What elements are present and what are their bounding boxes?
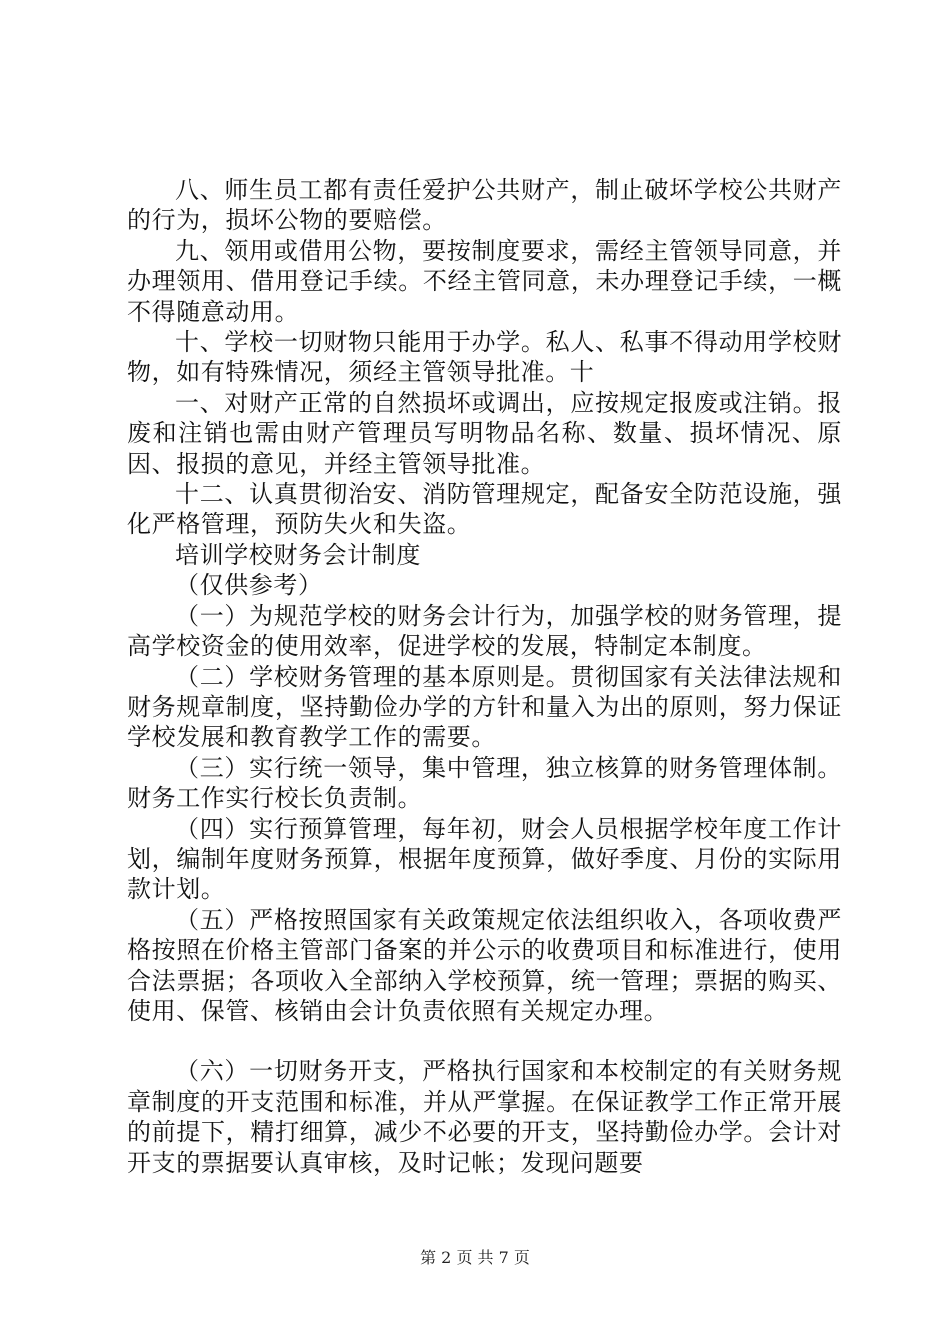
- clause-4: （四）实行预算管理，每年初，财会人员根据学校年度工作计划，编制年度财务预算，根据年度预算，做好季度、月份的实际用款计划。: [127, 814, 842, 904]
- page-number: 第 2 页 共 7 页: [420, 1248, 530, 1267]
- clause-3: （三）实行统一领导，集中管理，独立核算的财务管理体制。财务工作实行校长负责制。: [127, 753, 842, 813]
- paragraph-item-8: 八、师生员工都有责任爱护公共财产，制止破坏学校公共财产的行为，损坏公物的要赔偿。: [127, 176, 842, 235]
- clause-6: （六）一切财务开支，严格执行国家和本校制定的有关财务规章制度的开支范围和标准，并从严掌握。在保证教学工作正常开展的前提下，精打细算，减少不必要的开支，坚持勤俭办学。会计对开支的票据要认真审核，及时记帐；发现问题要: [127, 1057, 842, 1177]
- paragraph-item-9: 九、领用或借用公物，要按制度要求，需经主管领导同意，并办理领用、借用登记手续。不经主管同意，未办理登记手续，一概不得随意动用。: [127, 236, 842, 326]
- clause-1: （一）为规范学校的财务会计行为，加强学校的财务管理，提高学校资金的使用效率，促进学校的发展，特制定本制度。: [127, 601, 842, 661]
- section-title: 培训学校财务会计制度: [175, 540, 421, 569]
- paragraph-item-11: 一、对财产正常的自然损坏或调出，应按规定报废或注销。报废和注销也需由财产管理员写明物品名称、数量、损坏情况、原因、报损的意见，并经主管领导批准。: [127, 388, 842, 478]
- clause-2: （二）学校财务管理的基本原则是。贯彻国家有关法律法规和财务规章制度，坚持勤俭办学的方针和量入为出的原则，努力保证学校发展和教育教学工作的需要。: [127, 662, 842, 752]
- document-body: [127, 175, 842, 1178]
- section-subtitle: （仅供参考）: [175, 571, 323, 600]
- clause-5: （五）严格按照国家有关政策规定依法组织收入，各项收费严格按照在价格主管部门备案的并公示的收费项目和标准进行，使用合法票据；各项收入全部纳入学校预算，统一管理；票据的购买、使用、保管、核销由会计负责依照有关规定办理。: [127, 905, 842, 1025]
- page-footer: [0, 1248, 950, 1268]
- paragraph-item-10: 十、学校一切财物只能用于办学。私人、私事不得动用学校财物，如有特殊情况，须经主管领导批准。十: [127, 328, 842, 387]
- paragraph-item-12: 十二、认真贯彻治安、消防管理规定，配备安全防范设施，强化严格管理，预防失火和失盗。: [127, 480, 842, 539]
